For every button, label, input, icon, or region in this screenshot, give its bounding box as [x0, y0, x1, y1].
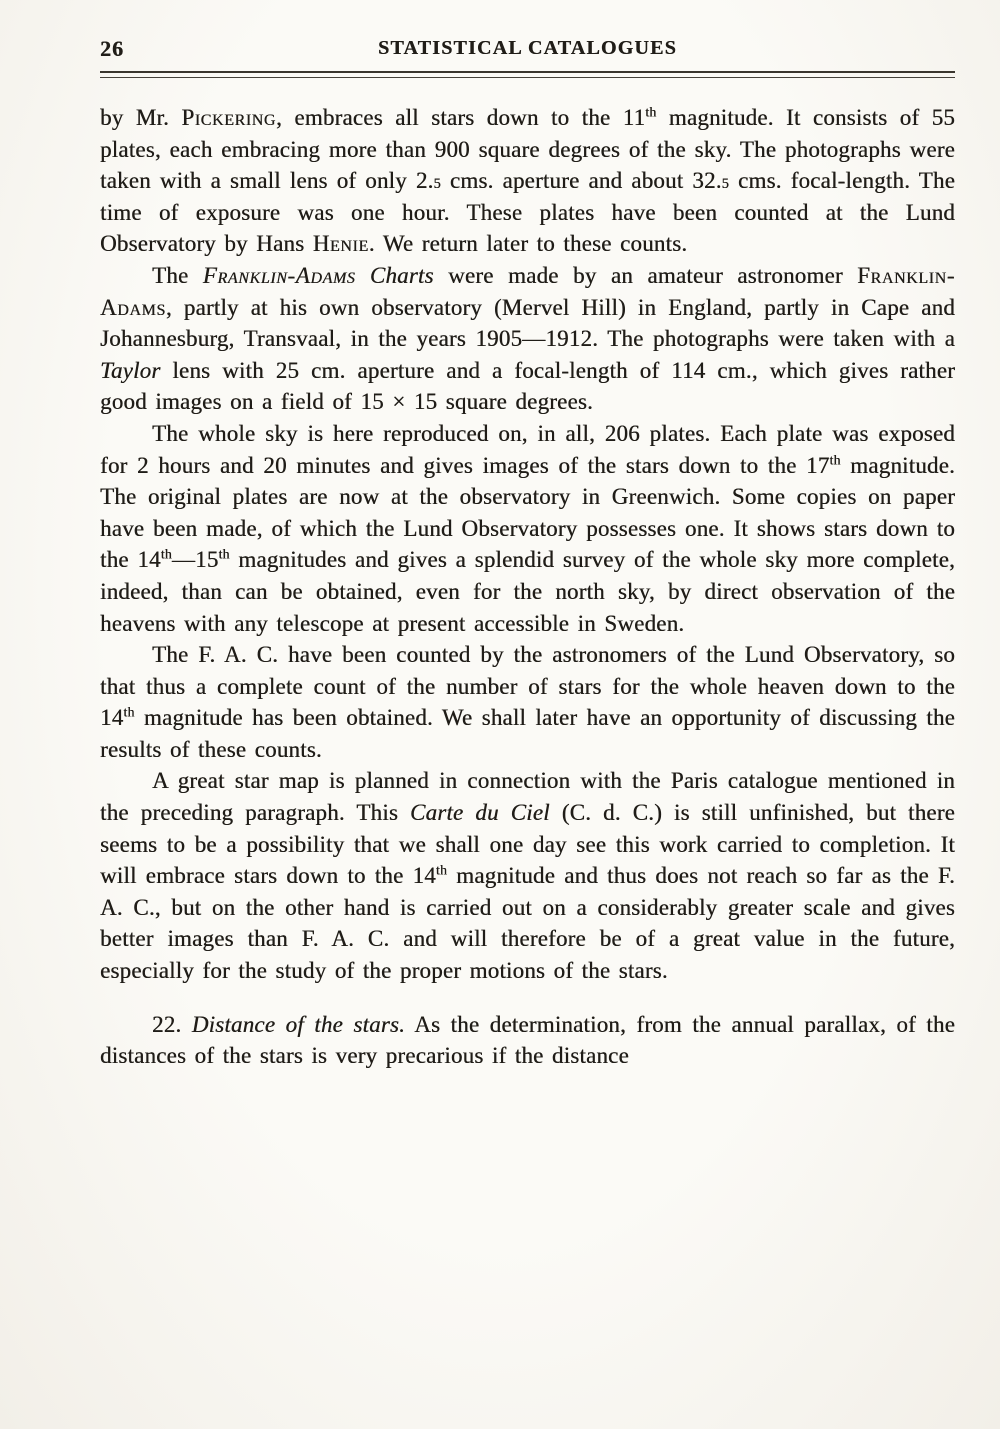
- text-segment: Henie: [312, 231, 369, 257]
- text-segment: Distance of the stars.: [191, 1011, 406, 1037]
- text-segment: th: [435, 862, 448, 878]
- text-segment: th: [218, 546, 230, 562]
- text-segment: th: [123, 704, 135, 720]
- text-segment: —15: [171, 547, 219, 573]
- text-segment: Franklin-Adams: [100, 262, 955, 320]
- paragraph: [100, 260, 955, 418]
- text-segment: , partly at his own observatory (Mervel Hill) in England, partly in Cape and Johannesburg, Transvaal, in the years 1905—1912. The photographs were taken with a: [100, 294, 955, 352]
- text-segment: As the determination, from the annual parallax, of the distances of the stars is very precarious if the distance: [100, 1011, 956, 1069]
- running-title: STATISTICAL CATALOGUES: [378, 37, 677, 59]
- text-segment: Taylor: [100, 357, 161, 383]
- text-segment: magnitude has been obtained. We shall later have an opportunity of discussing the results of these counts.: [100, 705, 955, 762]
- text-segment: Carte du Ciel: [409, 800, 550, 826]
- text-segment: lens with 25 cm. aperture and a focal-length of 114 cm., which gives rather good images on a field of 15 × 15 square degrees.: [100, 357, 955, 415]
- text-segment: 5: [433, 176, 441, 193]
- text-segment: magnitude. The original plates are now at the observatory in Greenwich. Some copies on paper have been made, of which the Lund Observatory possesses one. It shows stars down to the 14: [100, 452, 955, 573]
- text-segment: magnitudes and gives a splendid survey of the whole sky more complete, indeed, than can be obtained, even for the north sky, by direct observation of the heavens with any telescope at present accessible in Sweden.: [100, 547, 955, 636]
- paragraph: [100, 102, 955, 260]
- text-segment: 22.: [152, 1011, 192, 1037]
- text-segment: (C. d. C.) is still unfinished, but there seems to be a possibility that we shall one day see this work carried to completion. It will embrace stars down to the 14: [100, 800, 955, 889]
- paragraph: [100, 765, 955, 986]
- text-segment: Franklin-Adams: [202, 262, 356, 288]
- page-number: 26: [100, 36, 124, 61]
- text-segment: Pickering: [181, 105, 276, 130]
- text-segment: th: [645, 104, 657, 120]
- paragraph: [100, 1009, 955, 1072]
- text-block: [100, 102, 955, 1072]
- text-segment: th: [829, 451, 841, 467]
- text-segment: The whole sky is here reproduced on, in all, 206 plates. Each plate was exposed for 2 hours and 20 minutes and gives images of the stars down to the 17: [100, 420, 955, 478]
- paragraph: [100, 418, 955, 639]
- header-rule: [100, 71, 955, 78]
- text-segment: cms. focal-length. The time of exposure was one hour. These plates have been counted at the Lund Observatory by Hans: [100, 168, 955, 257]
- text-segment: Charts: [355, 262, 434, 288]
- text-segment: magnitude. It consists of 55 plates, each embracing more than 900 square degrees of the sky. The photographs were taken with a small lens of only 2.: [100, 105, 956, 194]
- text-segment: th: [160, 546, 172, 562]
- text-segment: , embraces all stars down to the 11: [276, 105, 646, 130]
- text-segment: . We return later to these counts.: [368, 231, 688, 257]
- text-segment: by Mr.: [100, 105, 182, 130]
- text-segment: cms. aperture and about 32.: [440, 168, 722, 194]
- text-segment: The F. A. C. have been counted by the astronomers of the Lund Observatory, so that thus a complete count of the number of stars for the whole heaven down to the 14: [100, 642, 955, 731]
- text-segment: magnitude and thus does not reach so far as the F. A. C., but on the other hand is carried out on a considerably greater scale and gives better images than F. A. C. and will therefore be of a great value in the future, especially for the study of the proper motions of the stars.: [100, 863, 955, 984]
- paragraph: [100, 639, 955, 765]
- text-segment: were made by an amateur astronomer: [433, 262, 858, 288]
- text-segment: A great star map is planned in connection with the Paris catalogue mentioned in the preceding paragraph. This: [100, 768, 955, 826]
- text-segment: The: [152, 262, 203, 288]
- page-header: [100, 36, 955, 66]
- text-segment: 5: [721, 176, 729, 193]
